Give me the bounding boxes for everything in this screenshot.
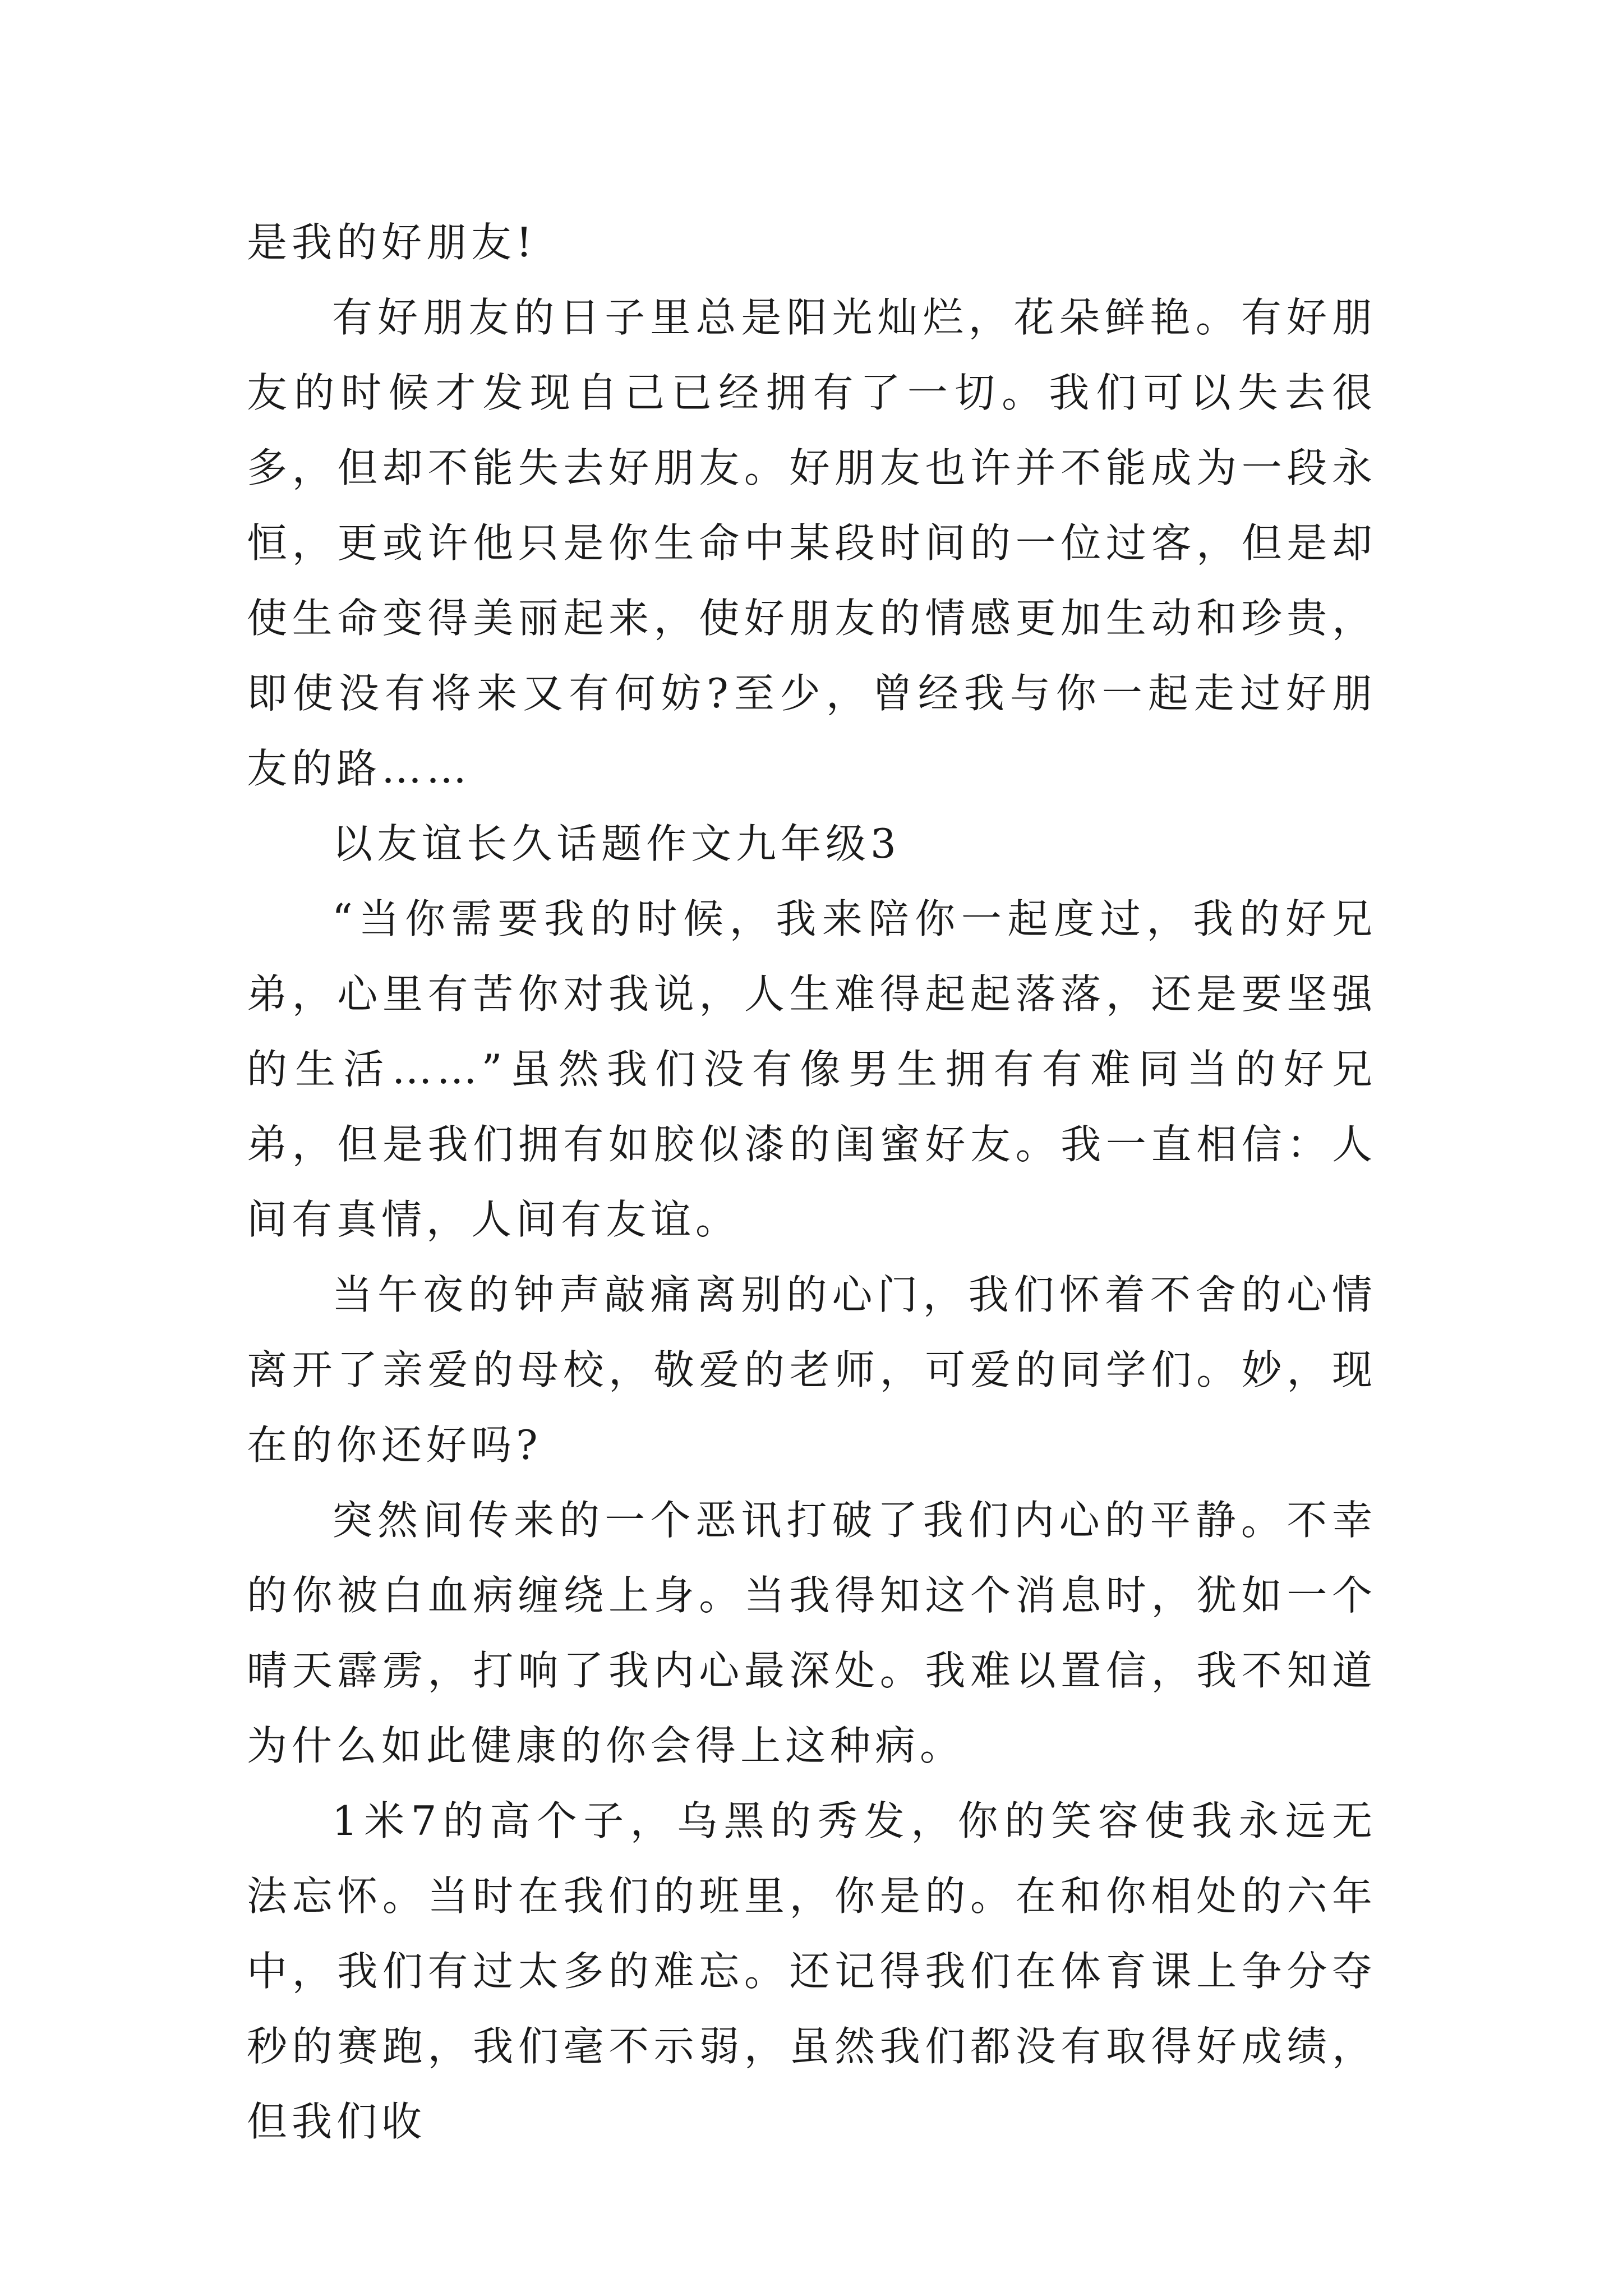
body-text (247, 205, 1377, 2159)
paragraph-continuation: 是我的好朋友! (247, 219, 537, 266)
paragraph: 有好朋友的日子里总是阳光灿烂，花朵鲜艳。有好朋友的时候才发现自己已经拥有了一切。我们可以失去很多，但却不能失去好朋友。好朋友也许并不能成为一段永恒，更或许他只是你生命中某段时间的一位过客，但是却使生命变得美丽起来，使好朋友的情感更加生动和珍贵，即使没有将来又有何妨?至少，曾经我与你一起走过好朋友的路…… (247, 294, 1377, 792)
paragraph: “当你需要我的时候，我来陪你一起度过，我的好兄弟，心里有苦你对我说，人生难得起起落落，还是要坚强的生活……”虽然我们没有像男生拥有有难同当的好兄弟，但是我们拥有如胶似漆的闺蜜好友。我一直相信：人间有真情，人间有友谊。 (247, 895, 1377, 1243)
paragraph: 1米7的高个子，乌黑的秀发，你的笑容使我永远无法忘怀。当时在我们的班里，你是的。在和你相处的六年中，我们有过太多的难忘。还记得我们在体育课上争分夺秒的赛跑，我们毫不示弱，虽然我们都没有取得好成绩，但我们收 (247, 1797, 1377, 2145)
paragraph: 当午夜的钟声敲痛离别的心门，我们怀着不舍的心情离开了亲爱的母校，敬爱的老师，可爱的同学们。妙，现在的你还好吗? (247, 1271, 1377, 1469)
paragraph: 突然间传来的一个恶讯打破了我们内心的平静。不幸的你被白血病缠绕上身。当我得知这个消息时，犹如一个晴天霹雳，打响了我内心最深处。我难以置信，我不知道为什么如此健康的你会得上这种病。 (247, 1497, 1377, 1769)
section-heading: 以友谊长久话题作文九年级3 (332, 820, 901, 867)
